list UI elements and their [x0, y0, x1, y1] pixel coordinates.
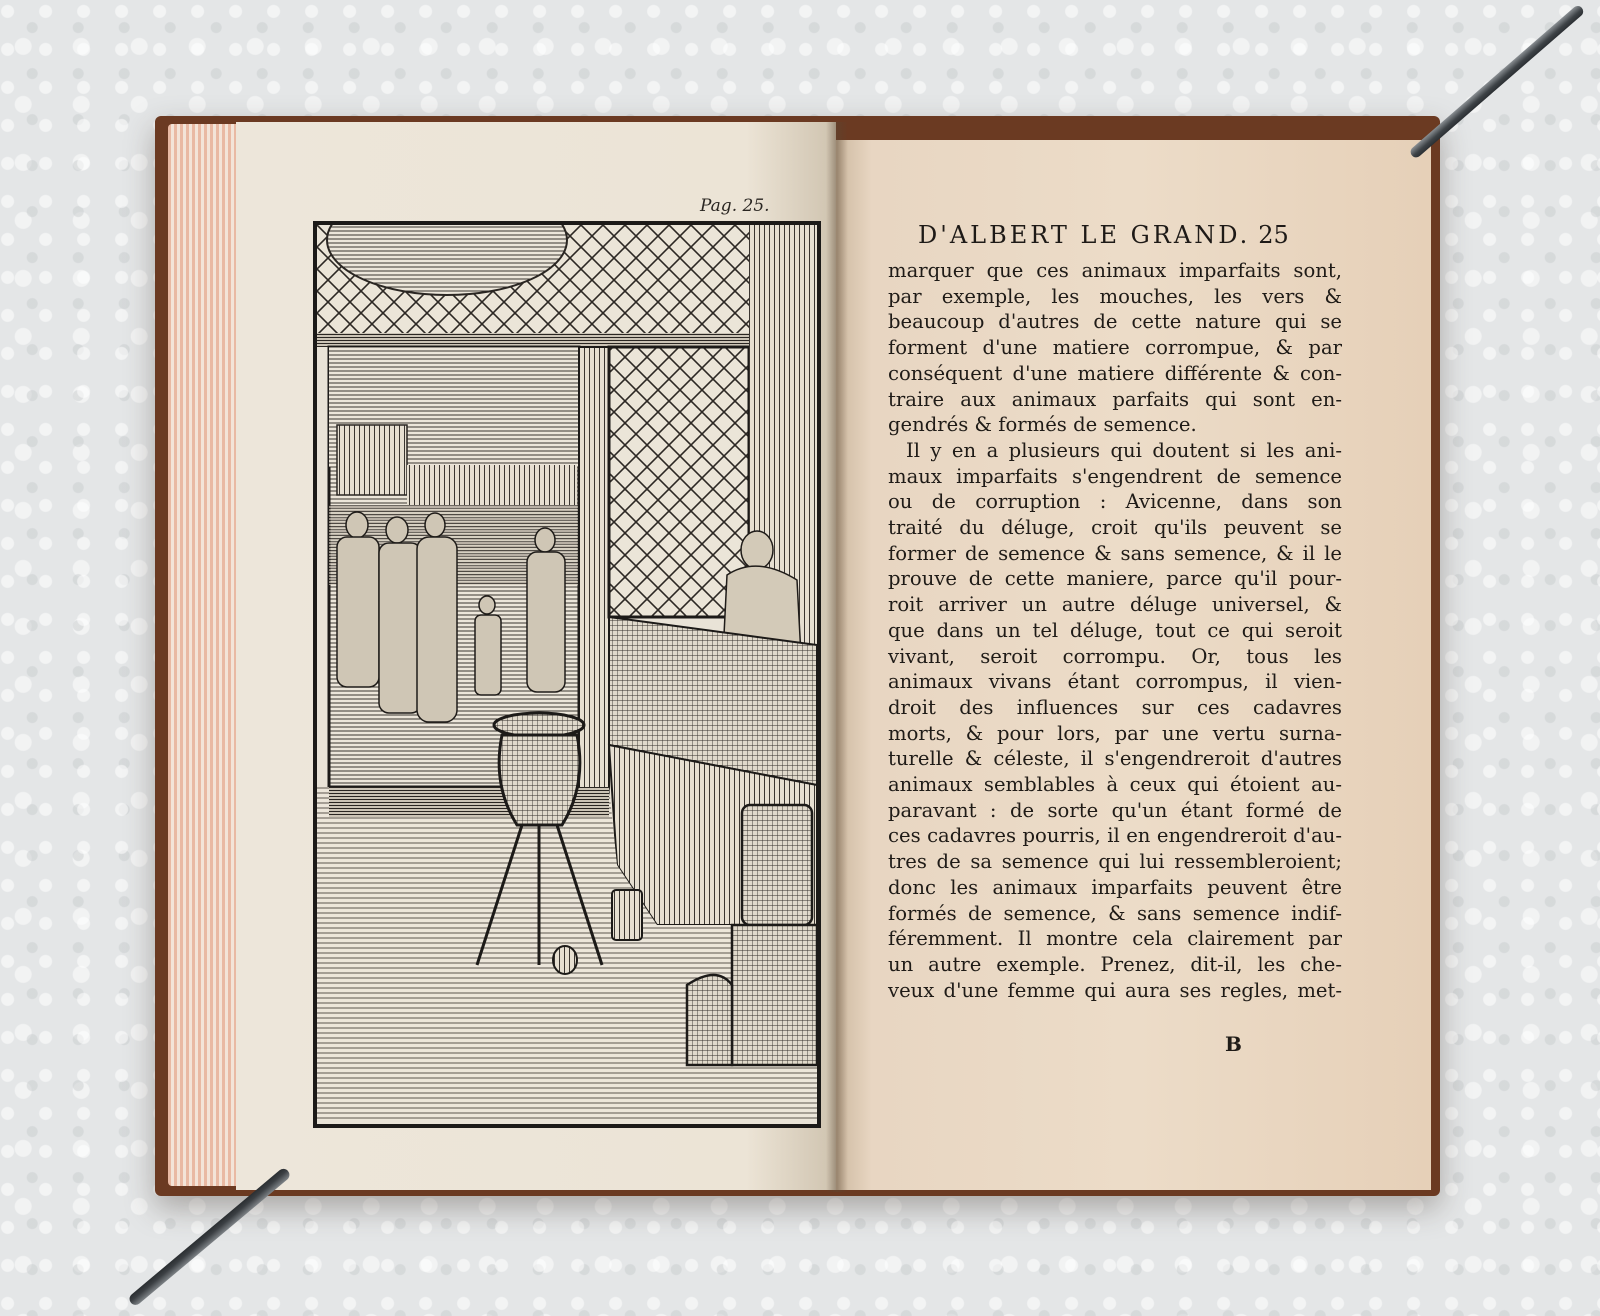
text-line: gendrés & formés de semence. [888, 413, 1197, 437]
running-head-title: D'ALBERT LE GRAND. [918, 221, 1251, 249]
text-line: Il y en a plusieurs qui doutent si les ani- [906, 438, 1342, 462]
text-line: un autre exemple. Prenez, dit-il, les che- [888, 952, 1342, 976]
text-line: prouve de cette maniere, parce qu'il pour- [888, 567, 1342, 591]
text-line: ou de corruption : Avicenne, dans son [888, 490, 1342, 514]
engraving-illustration [313, 221, 821, 1128]
text-line: vivant, seroit corrompu. Or, tous les [888, 644, 1342, 668]
text-line: conséquent d'une matiere différente & con- [888, 361, 1342, 385]
text-line: forment d'une matiere corrompue, & par [888, 336, 1342, 360]
text-line: traire aux animaux parfaits qui sont en- [888, 387, 1342, 411]
text-line: morts, & pour lors, par une vertu surna- [888, 721, 1342, 745]
text-line: animaux semblables à ceux qui étoient au- [888, 773, 1342, 797]
book-gutter [826, 122, 848, 1192]
text-line: former de semence & sans semence, & il le [888, 541, 1342, 565]
page-number: 25 [1258, 221, 1289, 249]
text-line: formés de semence, & sans semence indif- [888, 901, 1342, 925]
running-head [918, 221, 1358, 249]
text-line: que dans un tel déluge, tout ce qui seroit [888, 618, 1342, 642]
text-line: beaucoup d'autres de cette nature qui se [888, 310, 1342, 334]
plate-reference: Pag. 25. [700, 196, 770, 216]
text-line: féremment. Il montre cela clairement par [888, 927, 1342, 951]
text-line: roit arriver un autre déluge universel, & [888, 593, 1342, 617]
text-line: turelle & céleste, il s'engendreroit d'autres [888, 747, 1342, 771]
text-line: par exemple, les mouches, les vers & [888, 284, 1342, 308]
text-line: traité du déluge, croit qu'ils peuvent se [888, 516, 1342, 540]
text-line: ces cadavres pourris, il en engendreroit d'au- [888, 824, 1342, 848]
text-line: paravant : de sorte qu'un étant formé de [888, 798, 1342, 822]
page-holder-rod-top [1408, 4, 1585, 160]
text-line: animaux vivans étant corrompus, il vien- [888, 670, 1342, 694]
text-line: droit des influences sur ces cadavres [888, 695, 1342, 719]
text-line: donc les animaux imparfaits peuvent être [888, 875, 1342, 899]
body-text [888, 258, 1342, 1003]
engraving-artwork [317, 225, 817, 1124]
text-line: marquer que ces animaux imparfaits sont, [888, 259, 1342, 282]
page-edges [168, 124, 240, 1186]
signature-mark: B [1225, 1032, 1242, 1056]
text-line: maux imparfaits s'engendrent de semence [888, 464, 1342, 488]
text-line: tres de sa semence qui lui ressembleroient; [888, 850, 1342, 874]
text-line: veux d'une femme qui aura ses regles, met- [888, 978, 1342, 1002]
